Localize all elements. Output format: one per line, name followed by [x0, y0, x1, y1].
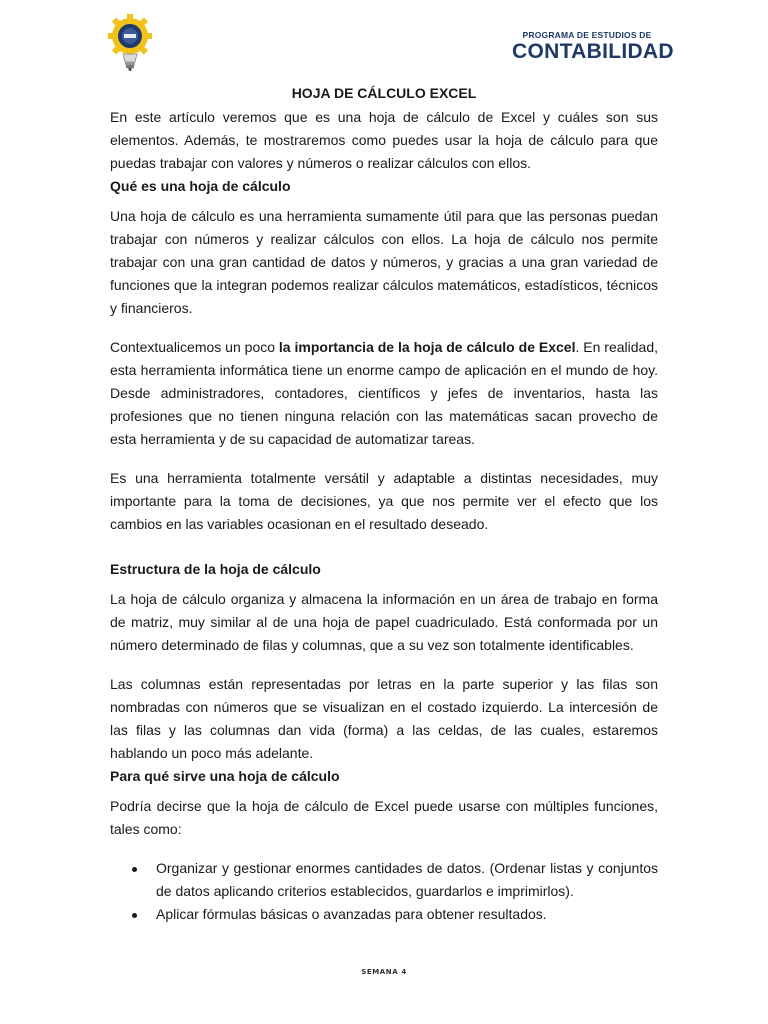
section-heading-para-que: Para qué sirve una hoja de cálculo [110, 768, 340, 784]
program-logo [512, 30, 674, 68]
section1-paragraph-2 [110, 336, 658, 451]
document-title: HOJA DE CÁLCULO EXCEL [291, 85, 477, 101]
section2-paragraph-1: La hoja de cálculo organiza y almacena la información en un área de trabajo en forma de matriz, muy similar al de una hoja de papel cuadriculado. Está conformada por un número determinado de filas y columnas, que a su vez son totalmente identificables. [110, 591, 658, 653]
list-item: Organizar y gestionar enormes cantidades de datos. (Ordenar listas y conjuntos de datos aplicando criterios establecidos, guardarlos e imprimirlos). [110, 857, 658, 903]
section2-paragraph-2: Las columnas están representadas por letras en la parte superior y las filas son nombradas con números que se visualizan en el costado izquierdo. La intercesión de las filas y las columnas dan vida (forma) a las celdas, de las cuales, estaremos hablando un poco más adelante. [110, 676, 658, 761]
section1-paragraph-3: Es una herramienta totalmente versátil y adaptable a distintas necesidades, muy importante para la toma de decisiones, ya que nos permite ver el efecto que los cambios en las variables ocasionan en el resultado deseado. [110, 470, 658, 532]
section1-p2-before: Contextualicemos un poco [110, 339, 279, 355]
document-body [110, 80, 658, 926]
section1-paragraph-1: Una hoja de cálculo es una herramienta sumamente útil para que las personas puedan trabajar con números y realizar cálculos con ellos. La hoja de cálculo nos permite trabajar con una gran cantidad de datos y números, y gracias a una gran variedad de funciones que la integran podemos realizar cálculos matemáticos, estadísticos, técnicos y financieros. [110, 208, 658, 316]
section-heading-estructura: Estructura de la hoja de cálculo [110, 561, 321, 577]
section1-p2-bold: la importancia de la hoja de cálculo de Excel [278, 339, 576, 355]
section1-p2-after: . En realidad, esta herramienta informática tiene un enorme campo de aplicación en el mundo de hoy. Desde administradores, contadores, científicos y jefes de inventarios, hasta las profesiones que no tienen ninguna relación con las matemáticas sacan provecho de esta herramienta y de su capacidad de automatizar tareas. [110, 339, 658, 447]
list-item: Aplicar fórmulas básicas o avanzadas para obtener resultados. [110, 903, 658, 926]
section3-paragraph-1: Podría decirse que la hoja de cálculo de Excel puede usarse con múltiples funciones, tales como: [110, 798, 658, 837]
institute-logo-icon [104, 14, 156, 72]
uses-list [110, 857, 658, 926]
section-heading-que-es: Qué es una hoja de cálculo [110, 178, 291, 194]
page-footer: SEMANA 4 [361, 968, 407, 976]
program-line: PROGRAMA DE ESTUDIOS DE [522, 30, 652, 40]
intro-paragraph: En este artículo veremos que es una hoja de cálculo de Excel y cuáles son sus elementos. Además, te mostraremos como puedes usar la hoja de cálculo para que puedas trabajar con valores y números o realizar cálculos con ellos. [110, 109, 658, 171]
program-name: CONTABILIDAD [512, 40, 674, 63]
